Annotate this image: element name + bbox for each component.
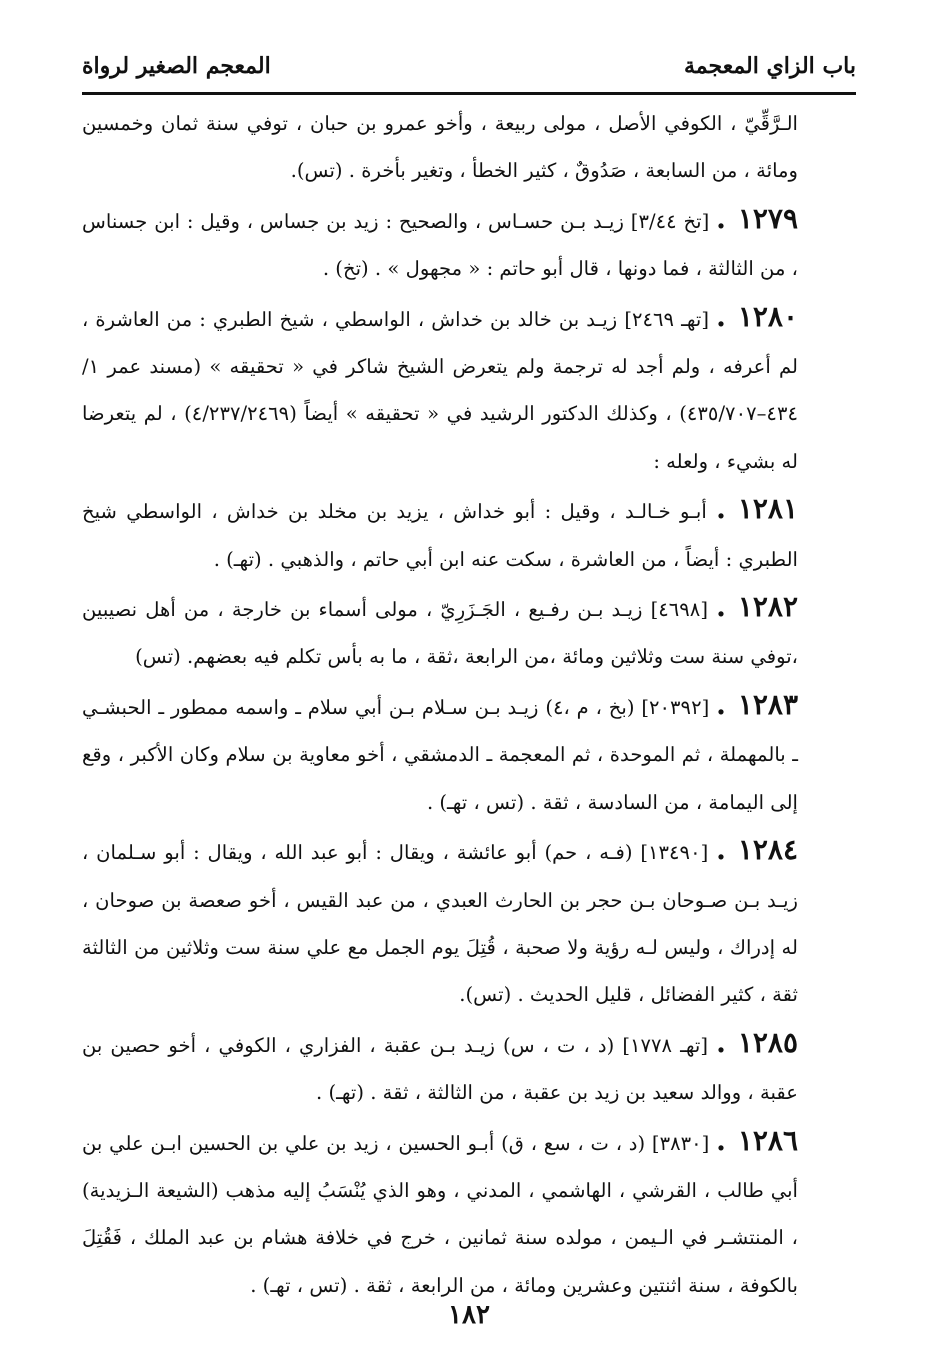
entry-text: [٣٨٣٠] (د ، ت ، سع ، ق) أبـو الحسين ، زيد بن علي بن الحسين ابـن علي بن أبي طالب ، القرشي ، الهاشمي ، المدني ، وهو الذي يُنْسَبُ إليه مذهب (الشيعة الـزيدية) ، المنتشـر في الـيمن ، مولده سنة ثمانين ، خرج في خلافة هشام بن عبد الملك ، فَقُتِلَ بالكوفة ، سنة اثنتين وعشرين ومائة ، من الرابعة ، ثقة . (تس ، تهـ) .: [82, 1131, 799, 1297]
entry-text: [تخ ٣/٤٤] زيـد بـن حسـاس ، والصحيح : زيد بن جساس ، وقيل : ابن جسناس ، من الثالثة ، فما دونها ، قال أبو حاتم : « مجهول » . (تخ) .: [82, 209, 798, 281]
entry-text: [٤٦٩٨] زيـد بـن رفـيع ، الجَـزَرِيّ ، مولى أسماء بن خارجة ، من أهل نصيبين ،توفي سنة ست وثلاثين ومائة ،من الرابعة ،ثقة ، ما به بأس تكلم فيه بعضهم. (تس): [82, 598, 798, 669]
entry-1284: ١٢٨٤. [١٣٤٩٠] (فـه ، حم) أبو عائشة ، ويقال : أبو عبد الله ، ويقال : أبو سـلمان ، زيـد بـن صـوحان بـن حجر بن الحارث العبدي ، من عبد القيس ، أخو صعصة بن صوحان ، له إدراك ، وليس لـه رؤية ولا صحبة ، قُتِلَ يوم الجمل مع علي سنة ست وثلاثين من الثالثة ثقة ، كثير الفضائل ، قليل الحديث . (تس).: [82, 833, 798, 1007]
entry-text: [تهـ ١٧٧٨] (د ، ت ، س) زيـد بـن عقبة ، الفزاري ، الكوفي ، أخو حصين بن عقبة ، ووالد سعيد بن زيد بن عقبة ، من الثالثة ، ثقة . (تهـ) .: [82, 1033, 798, 1105]
entry-1286: ١٢٨٦. [٣٨٣٠] (د ، ت ، سع ، ق) أبـو الحسين ، زيد بن علي بن الحسين ابـن علي بن أبي طالب ، القرشي ، الهاشمي ، المدني ، وهو الذي يُنْسَبُ إليه مذهب (الشيعة الـزيدية) ، المنتشـر في الـيمن ، مولده سنة ثمانين ، خرج في خلافة هشام بن عبد الملك ، فَقُتِلَ بالكوفة ، سنة اثنتين وعشرين ومائة ، من الرابعة ، ثقة . (تس ، تهـ) .: [82, 1123, 799, 1297]
entry-text: [تهـ ٢٤٦٩] زيـد بن خالد بن خداش ، الواسطي ، شيخ الطبري : من العاشرة ، لم أعرفه ، ولم أجد له ترجمة ولم يتعرض الشيخ شاكر في « تحقيقه » (مسند عمر ١/ ٤٣٤–٤٣٥/٧٠٧) ، وكذلك الدكتور الرشيد في « تحقيقه » أيضاً (٤/٢٣٧/٢٤٦٩) ، لم يتعرضا له بشيء ، ولعله :: [82, 307, 798, 473]
entry-1279: ١٢٧٩. [تخ ٣/٤٤] زيـد بـن حسـاس ، والصحيح : زيد بن جساس ، وقيل : ابن جسناس ، من الثالثة ، فما دونها ، قال أبو حاتم : « مجهول » . (تخ) .: [82, 201, 798, 281]
entry-1283: ١٢٨٣. [٢٠٣٩٢] (بخ ، م ،٤) زيـد بـن سـلام بـن أبي سلام ـ واسمه ممطور ـ الحبشـي ـ بالمهملة ، ثم الموحدة ، ثم المعجمة ـ الدمشقي ، أخو معاوية بن سلام وكان الأكبر ، وقع إلى اليمامة ، من السادسة ، ثقة . (تس ، تهـ) .: [82, 687, 798, 814]
entry-1282: ١٢٨٢. [٤٦٩٨] زيـد بـن رفـيع ، الجَـزَرِيّ ، مولى أسماء بن خارجة ، من أهل نصيبين ،توفي سنة ست وثلاثين ومائة ،من الرابعة ،ثقة ، ما به بأس تكلم فيه بعضهم. (تس): [82, 590, 798, 669]
entry-1280: ١٢٨٠. [تهـ ٢٤٦٩] زيـد بن خالد بن خداش ، الواسطي ، شيخ الطبري : من العاشرة ، لم أعرفه ، ولم أجد له ترجمة ولم يتعرض الشيخ شاكر في « تحقيقه » (مسند عمر ١/ ٤٣٤–٤٣٥/٧٠٧) ، وكذلك الدكتور الرشيد في « تحقيقه » أيضاً (٤/٢٣٧/٢٤٦٩) ، لم يتعرضا له بشيء ، ولعله :: [82, 299, 798, 473]
entry-number: ١٢٧٩: [737, 201, 798, 235]
entry-number: ١٢٨٠: [737, 299, 798, 333]
entry-number: ١٢٨٥: [737, 1025, 798, 1059]
book-title: المعجم الصغير لرواة: [82, 53, 271, 79]
page-header: [82, 46, 856, 86]
entry-text: أبـو خـالـد ، وقيل : أبو خداش ، يزيد بن مخلد بن خداش ، الواسطي شيخ الطبري : أيضاً ، من العاشرة ، سكت عنه ابن أبي حاتم ، والذهبي . (تهـ) .: [82, 500, 798, 571]
entry-number: ١٢٨٦: [737, 1123, 798, 1157]
header-rule: [82, 92, 856, 95]
entry-1281: ١٢٨١. أبـو خـالـد ، وقيل : أبو خداش ، يزيد بن مخلد بن خداش ، الواسطي شيخ الطبري : أيضاً ، من العاشرة ، سكت عنه ابن أبي حاتم ، والذهبي . (تهـ) .: [82, 492, 798, 571]
page-number: ١٨٢: [448, 1300, 490, 1330]
chapter-title: باب الزاي المعجمة: [683, 53, 856, 79]
entry-text: [١٣٤٩٠] (فـه ، حم) أبو عائشة ، ويقال : أبو عبد الله ، ويقال : أبو سـلمان ، زيـد بـن صـوحان بـن حجر بن الحارث العبدي ، من عبد القيس ، أخو صعصة بن صوحان ، له إدراك ، وليس لـه رؤية ولا صحبة ، قُتِلَ يوم الجمل مع علي سنة ست وثلاثين من الثالثة ثقة ، كثير الفضائل ، قليل الحديث . (تس).: [82, 841, 798, 1007]
entry-number: ١٢٨٣: [737, 687, 798, 721]
entry-number: ١٢٨١: [737, 492, 798, 526]
entry-number: ١٢٨٢: [737, 590, 798, 624]
entry-text: [٢٠٣٩٢] (بخ ، م ،٤) زيـد بـن سـلام بـن أبي سلام ـ واسمه ممطور ـ الحبشـي ـ بالمهملة ، ثم الموحدة ، ثم المعجمة ـ الدمشقي ، أخو معاوية بن سلام وكان الأكبر ، وقع إلى اليمامة ، من السادسة ، ثقة . (تس ، تهـ) .: [82, 695, 798, 814]
page-body: [82, 100, 798, 1309]
entry-number: ١٢٨٤: [737, 833, 798, 867]
entry-1285: ١٢٨٥. [تهـ ١٧٧٨] (د ، ت ، س) زيـد بـن عقبة ، الفزاري ، الكوفي ، أخو حصين بن عقبة ، ووالد سعيد بن زيد بن عقبة ، من الثالثة ، ثقة . (تهـ) .: [82, 1025, 798, 1105]
intro-paragraph: الـرَّقِّيّ ، الكوفي الأصل ، مولى ربيعة ، وأخو عمرو بن حبان ، توفي سنة ثمان وخمسين ومائة ، من السابعة ، صَدُوقٌ ، كثير الخطأ ، وتغير بأخرة . (تس).: [82, 112, 798, 183]
